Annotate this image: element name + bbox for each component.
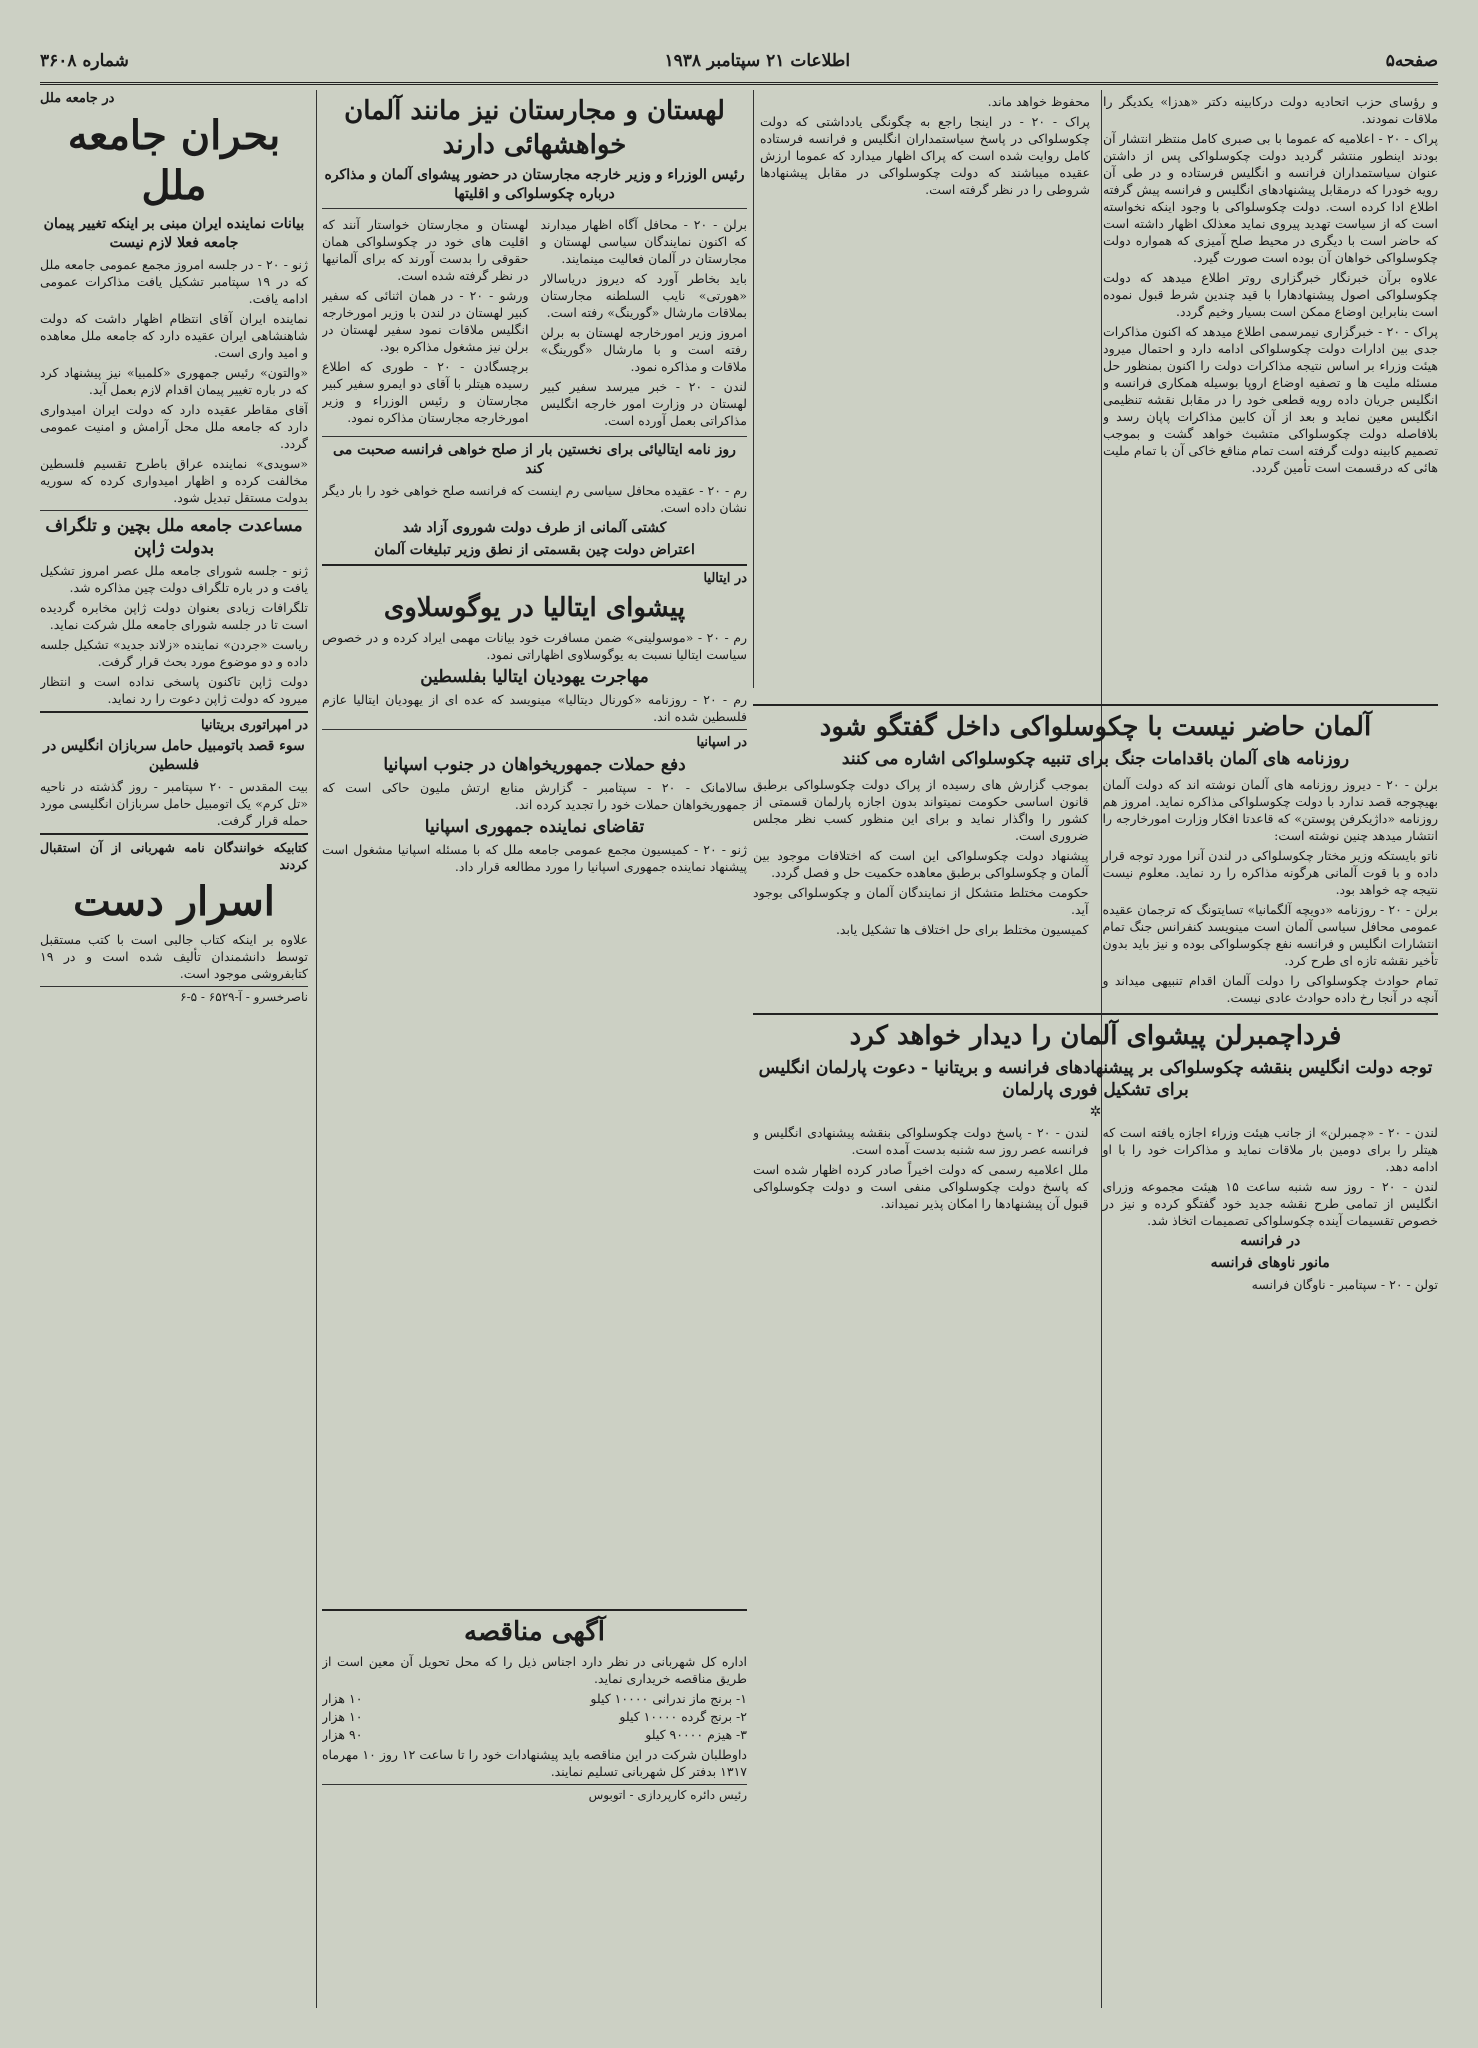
- heading-row: [322, 570, 747, 587]
- paragraph: تمام حوادث چکوسلواکی را دولت آلمان اقدام تنبیهی میداند و آنچه در آنجا رخ داده حوادث عادی نیست.: [1102, 973, 1438, 1005]
- section-heading: مهاجرت یهودیان ایتالیا بفلسطین: [420, 667, 649, 687]
- paragraph: ملل اعلامیه رسمی که دولت اخیراً صادر کرده اظهار شده است که پاسخ دولت چکوسلواکی منفی است و دولت چکوسلواکی قبول آن پیشنهادها را امکان پذیر نمیداند.: [753, 1162, 1089, 1211]
- paragraph: تلگرافات زیادی بعنوان دولت ژاپن مخابره گردیده است تا در جلسه شورای جامعه ملل شرکت نماید.: [40, 600, 308, 632]
- paragraph: ریاست «جردن» نماینده «زلاند جدید» تشکیل جلسه داده و دو موضوع مورد بحث قرار گرفت.: [40, 637, 308, 669]
- ad-body: داوطلبان شرکت در این مناقصه باید پیشنهادات خود را تا ساعت ۱۲ روز ۱۰ مهرماه ۱۳۱۷ بدفتر کل شهربانی تسلیم نمایند.: [322, 1747, 747, 1779]
- book-title: اسرار دست: [73, 878, 275, 925]
- paragraph: برلن - ۲۰ - روزنامه «دویچه آلگمانیا» تسایتونگ که ترجمان عقیده عمومی محافل سیاسی آلمان است مینویسد کنفرانس جنگ تمام انتشارات انگلیس و فرانسه نفع چکوسلواکی بوده و نیز باید بدون تأخیر نقشه تازه ای طرح کرد.: [1102, 902, 1438, 968]
- two-col-body: [322, 213, 747, 432]
- headline-italy-yugoslavia: پیشوای ایتالیا در یوگوسلاوی: [383, 593, 686, 623]
- subheadline-germany: روزنامه های آلمان باقدامات جنگ برای تنبیه چکوسلواکی اشاره می کنند: [841, 749, 1350, 769]
- subheadline-poland-hungary: رئیس الوزراء و وزیر خارجه مجارستان در حضور پیشوای آلمان و مذاکره درباره چکوسلواکی و اقلیتها: [324, 167, 745, 202]
- paragraph: تولن - ۲۰ - سپتامبر - ناوگان فرانسه: [1251, 1277, 1438, 1292]
- ad-item-label: ۱- برنج ماز ندرانی ۱۰۰۰۰ کیلو: [590, 1691, 747, 1706]
- divider: [322, 1609, 747, 1611]
- sub-column: [322, 213, 529, 432]
- sub-column: [753, 1121, 1089, 1296]
- divider: [40, 711, 308, 713]
- column-left: [40, 90, 308, 2008]
- paragraph: برلن - ۲۰ - محافل آگاه اظهار میدارند که اکنون نمایندگان سیاسی لهستان و مجارستان در آلمان فعالیت مینمایند.: [540, 217, 747, 266]
- section-kicker: در جامعه ملل: [40, 91, 115, 106]
- headline-chamberlain: فرداچمبرلن پیشوای آلمان را دیدار خواهد کرد: [849, 1021, 1342, 1051]
- ad-item: [322, 1708, 747, 1725]
- paragraph: علاوه برآن خبرنگار خبرگزاری روتر اطلاع میدهد که دولت چکوسلواکی اصول پیشنهادهارا با قید چندین شرط قبول نموده است بنابراین اوضاع ممکن است بسیار وخیم گردد.: [1103, 270, 1438, 319]
- paragraph: برلن - ۲۰ - دیروز روزنامه های آلمان نوشته اند که دولت آلمان بهیچوجه قصد ندارد با دولت چکوسلواکی مذاکره نماید. امروز هم روزنامه «داژیکرفن پوستن» که قاعدتا افکار وزارت امورخارجه را انتشار میدهد چنین نوشته است:: [1102, 777, 1438, 843]
- section-heading: کشتی آلمانی از طرف دولت شوروی آزاد شد: [402, 520, 667, 536]
- paragraph: لهستان و مجارستان خواستار آنند که اقلیت های خود در چکوسلواکی همان حقوقی را بدست آورند که برای آلمانیها در نظر گرفته شده است.: [322, 217, 529, 283]
- paragraph: آقای مقاطر عقیده دارد که دولت ایران امیدواری دارد که جامعه ملل محل آرامش و امنیت عمومی گردد.: [40, 402, 308, 451]
- paragraph: لندن - ۲۰ - پاسخ دولت چکوسلواکی بنقشه پیشنهادی انگلیس و فرانسه عصر روز سه شنبه بدست آمده است.: [753, 1125, 1089, 1157]
- section-heading: در اسپانیا: [696, 735, 747, 750]
- subheadline-chamberlain: توجه دولت انگلیس بنقشه چکوسلواکی بر پیشنهادهای فرانسه و بریتانیا - دعوت پارلمان انگلیس برای تشکیل فوری پارلمان: [758, 1058, 1433, 1100]
- section-heading: مساعدت جامعه ملل بچین و تلگراف بدولت ژاپن: [45, 516, 303, 558]
- book-footer: ناصرخسرو - آ-۶۵۲۹ - ۵-۶: [40, 986, 308, 1006]
- paragraph: پیشنهاد دولت چکوسلواکی این است که اختلافات موجود بین آلمان و چکوسلواکی برطبق معاهده حکمیت حل و فصل گردد.: [753, 848, 1089, 880]
- paragraph: پراک - ۲۰ - اعلامیه که عموما با بی صبری کامل منتظر انتشار آن بودند اینطور منتشر گردید دولت چکوسلواکی پس از داشتن عنوان سیاستمداران فرانسه و انگلیس فرستاده و در طی آن رویه خودرا که درمقابل پیشنهادهای انگلیس و فرانسه پیش گرفته اطلاع ادا کرده است. دولت چکوسلواکی با وجود اینکه نخواسته است که از سیاست تهدید پیروی نماید معذلک اظهار داشته است که حاضر است با دیگری در محیط صلح آمیزی که همواره دولت چکوسلواکی خواهان آن بوده است صورت گیرد.: [1103, 131, 1438, 265]
- ad-title: آگهی مناقصه: [464, 1617, 605, 1647]
- paragraph: ناتو بایستکه وزیر مختار چکوسلواکی در لندن آنرا مورد توجه قرار داده و با قوت آلمانی هرگونه مذاکره را رد نماید. معلوم نیست نتیجه چه خواهد بود.: [1102, 848, 1438, 897]
- divider: [322, 208, 747, 209]
- date-line: اطلاعات ۲۱ سپتامبر ۱۹۳۸: [664, 51, 851, 71]
- headline-league-crisis: بحران جامعه ملل: [67, 112, 281, 209]
- section-heading: اعتراض دولت چین بقسمتی از نطق وزیر تبلیغات آلمان: [374, 542, 695, 558]
- sub-column: [541, 213, 748, 432]
- paragraph: رم - ۲۰ - روزنامه «کورنال دیتالیا» مینویسد که عده ای از یهودیان ایتالیا عازم فلسطین شده اند.: [322, 692, 747, 724]
- paragraph: رم - ۲۰ - «موسولینی» ضمن مسافرت خود بیانات مهمی ایراد کرده و در خصوص سیاست ایتالیا نسبت به یوگوسلاوی اظهاراتی نمود.: [322, 630, 747, 662]
- paragraph: پراک - ۲۰ - خبرگزاری نیمرسمی اطلاع میدهد که اکنون مذاکرات جدی بین ادارات دولت چکوسلواکی ادامه دارد و احتمال میرود هیئت وزراء بر اساس نتیجه مذاکرات دولت را اکنون بمنظور حل مسئله ملیت ها و تصفیه اوضاع اروپا بوسیله همکاری فرانسه و انگلیس جریان داده رویه قطعی خود را در مقابل نقشه تنظیمی انگلیس معین نماید و بعد از آن کابین مذاکرات پاپان رسد و بلافاصله دولت چکوسلواکی متشبث خواهد گشت و بموجب تصمیم کابینه دولت گرفته است تمام منافع خاکی آن با تمام ملیت هائی که درقسمت است تأمین گردد.: [1103, 324, 1438, 475]
- ornament: ✲: [1089, 1104, 1102, 1120]
- paragraph: ژنو - ۲۰ - در جلسه امروز مجمع عمومی جامعه ملل که در ۱۹ سپتامبر تشکیل یافت مذاکرات عمومی ادامه یافت.: [40, 257, 308, 306]
- paragraph: بیت المقدس - ۲۰ سپتامبر - روز گذشته در ناحیه «تل کرم» یک اتومبیل حامل سربازان انگلیسی مورد حمله قرار گرفت.: [40, 779, 308, 828]
- paragraph: باید بخاطر آورد که دیروز دریاسالار «هورتی» نایب السلطنه مجارستان بملاقات مارشال «گورینگ» رفته است.: [540, 271, 747, 320]
- paragraph: پراک - ۲۰ - در اینجا راجع به چگونگی یادداشتی که دولت چکوسلواکی در پاسخ سیاستمداران انگلیس و فرانسه فرستاده کامل روایت شده است که پراک اظهار میدارد که عموما ارزش عقیده میباشند که دولت چکوسلواکی در مقابل پیشنهادها شروطی را در نظر گرفته است.: [760, 114, 1090, 197]
- subheadline-league: بیانات نماینده ایران مبنی بر اینکه تغییر پیمان جامعه فعلا لازم نیست: [43, 216, 305, 251]
- column-divider: [753, 90, 754, 688]
- ad-item-amount: ۹۰ هزار: [322, 1727, 363, 1742]
- sub-column: [1103, 773, 1439, 1009]
- paragraph: بموجب گزارش های رسیده از پراک دولت چکوسلواکی برطبق قانون اساسی حکومت نمیتواند بدون اجازه پارلمان قسمتی از کشور را واگذار نماید و برای این منظور کسب نظر مجلس ضروری است.: [753, 777, 1089, 843]
- section-heading: در فرانسه: [1240, 1233, 1301, 1249]
- two-col-body: [753, 773, 1438, 1009]
- paragraph: «والتون» رئیس جمهوری «کلمبیا» نیز پیشنهاد کرد که در باره تغییر پیمان اقدام لازم بعمل آید.: [40, 365, 308, 397]
- paragraph: ژنو - جلسه شورای جامعه ملل عصر امروز تشکیل یافت و در باره تلگراف دولت چین مذاکره شد.: [40, 563, 308, 595]
- section-heading: سوء قصد باتومبیل حامل سربازان انگلیس در فلسطین: [43, 738, 305, 773]
- paragraph: «سویدی» نماینده عراق باطرح تقسیم فلسطین مخالفت کرده و اظهار امیدواری کرده که سوریه بدولت مستقل تبدیل شود.: [40, 456, 308, 505]
- ad-signature: رئیس دائره کارپردازی - اتوبوس: [322, 1784, 747, 1804]
- divider: [322, 436, 747, 437]
- ad-item-label: ۲- برنج گرده ۱۰۰۰۰ کیلو: [619, 1709, 747, 1724]
- paragraph: لندن - ۲۰ - خبر میرسد سفیر کبیر لهستان در وزارت امور خارجه انگلیس مذاکراتی بعمل آورده است.: [540, 379, 747, 428]
- divider: [322, 729, 747, 730]
- ad-intro: اداره کل شهربانی در نظر دارد اجناس ذیل را که محل تحویل آن معین است از طریق مناقصه خریداری نماید.: [322, 1654, 747, 1686]
- divider: [322, 564, 747, 566]
- headline-germany: آلمان حاضر نیست با چکوسلواکی داخل گفتگو شود: [819, 712, 1372, 742]
- section-heading: روز نامه ایتالیائی برای نخستین بار از صلح خواهی فرانسه صحبت می کند: [333, 442, 736, 477]
- ad-item-list: [322, 1690, 747, 1743]
- section-heading: دفع حملات جمهوریخواهان در جنوب اسپانیا: [383, 755, 686, 775]
- paragraph: دولت ژاپن تاکنون پاسخی نداده است و انتظار میرود که دولت ژاپن دعوت را رد نماید.: [40, 674, 308, 706]
- two-col-body: [753, 1121, 1438, 1296]
- paragraph: ورشو - ۲۰ - در همان اثنائی که سفیر کبیر لهستان در لندن با وزیر امورخارجه انگلیس ملاقات نمود سفیر لهستان در برلن نیز مشغول مذاکره بود.: [322, 288, 529, 354]
- page-label: صفحه۵: [1385, 51, 1438, 71]
- paragraph: لندن - ۲۰ - روز سه شنبه ساعت ۱۵ هیئت مجموعه وزرای انگلیس از تمامی طرح نقشه جدید خود گفتگو کرده و نیز در خصوص تقسیمات آینده چکوسلواکی تصمیمات اتخاذ شد.: [1102, 1179, 1438, 1228]
- divider: [753, 704, 1438, 706]
- ad-item-label: ۳- هیزم ۹۰۰۰۰ کیلو: [645, 1727, 747, 1742]
- masthead: [40, 40, 1438, 85]
- paragraph: و رؤسای حزب اتحادیه دولت درکابینه دکتر «هدزا» یکدیگر را ملاقات نمودند.: [1103, 94, 1438, 126]
- column-center-right: [760, 90, 1090, 688]
- paragraph: لندن - ۲۰ - «چمبرلن» از جانب هیئت وزراء اجازه یافته است که هیتلر را برای دومین بار ملاقات نماید و مذاکرات خود را با او ادامه دهد.: [1102, 1125, 1438, 1174]
- divider: [40, 833, 308, 835]
- ad-item: [322, 1726, 747, 1743]
- section-heading: تقاضای نماینده جمهوری اسپانیا: [424, 817, 645, 837]
- paragraph: حکومت مختلط متشکل از نمایندگان آلمان و چکوسلواکی بوجود آید.: [753, 885, 1089, 917]
- ad-block: [322, 1605, 747, 2005]
- paragraph: نماینده ایران آقای انتظام اظهار داشت که دولت شاهنشاهی ایران عقیده دارد که جامعه ملل معاهده و امید واری است.: [40, 311, 308, 360]
- ad-item-amount: ۱۰ هزار: [322, 1691, 363, 1706]
- paragraph: رم - ۲۰ - عقیده محافل سیاسی رم اینست که فرانسه صلح خواهی خود را بار دیگر نشان داده است.: [322, 483, 747, 515]
- paragraph: کمیسیون مختلط برای حل اختلاف ها تشکیل یابد.: [835, 922, 1089, 937]
- divider: [753, 1013, 1438, 1015]
- section-germany-czech: [753, 700, 1438, 2030]
- paragraph: امروز وزیر امورخارجه لهستان به برلن رفته است و با مارشال «گورینگ» ملاقات و مذاکره نمود.: [540, 325, 747, 374]
- section-center: [322, 90, 747, 1590]
- paragraph: برچسگادن - ۲۰ - طوری که اطلاع رسیده هیتلر با آقای دو ایمرو سفیر کبیر مجارستان و رئیس الوزراء و وزیر امورخارجه مجارستان مذاکره نمود.: [322, 359, 529, 425]
- sub-column: [1103, 1121, 1439, 1296]
- divider: [40, 510, 308, 511]
- book-notice: کتابیکه خوانندگان نامه شهربانی از آن استقبال کردند: [40, 840, 308, 872]
- sub-column: [753, 773, 1089, 1009]
- paragraph: علاوه بر اینکه کتاب جالبی است با کتب مستقبل توسط دانشمندان تألیف شده است و در ۱۹ کتابفروشی موجود است.: [40, 932, 308, 981]
- issue-number: شماره ۳۶۰۸: [40, 51, 129, 71]
- paragraph: ژنو - ۲۰ - کمیسیون مجمع عمومی جامعه ملل که با مسئله اسپانیا مشغول است پیشنهاد نماینده جمهوری اسپانیا را مورد مطالعه قرار داد.: [322, 842, 747, 874]
- ad-item-amount: ۱۰ هزار: [322, 1709, 363, 1724]
- column-divider: [316, 90, 317, 2008]
- headline-poland-hungary: لهستان و مجارستان نیز مانند آلمان خواهشهائی دارند: [344, 96, 725, 160]
- section-heading: در امپراتوری بریتانیا: [201, 718, 308, 733]
- section-heading: مانور ناوهای فرانسه: [1210, 1255, 1330, 1271]
- section-heading: در ایتالیا: [703, 571, 747, 586]
- ad-item: [322, 1690, 747, 1707]
- paragraph: محفوظ خواهد ماند.: [987, 94, 1090, 109]
- paragraph: سالامانک - ۲۰ - سپتامبر - گزارش منابع ارتش ملیون حاکی است که جمهوریخواهان حملات خود را تجدید کرده اند.: [322, 780, 747, 812]
